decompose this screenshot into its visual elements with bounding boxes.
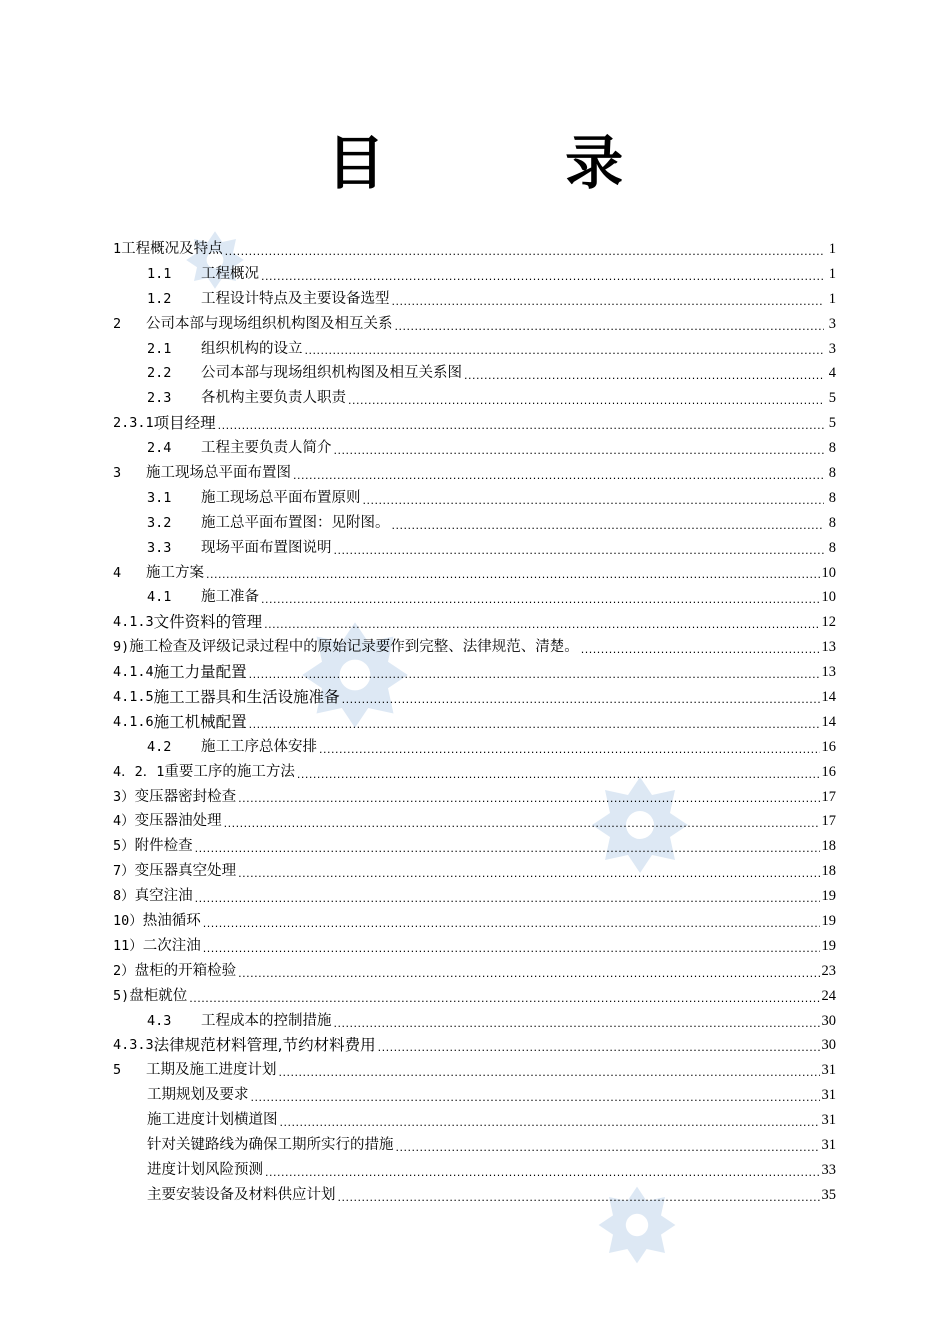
toc-entry-page: 4 — [828, 365, 836, 382]
toc-entry-title: 施工总平面布置图：见附图。 — [201, 514, 390, 531]
toc-dot-leader — [392, 516, 825, 536]
toc-entry[interactable] — [113, 934, 836, 959]
toc-entry-page: 13 — [821, 639, 836, 656]
toc-entry-title: 变压器真空处理 — [134, 863, 237, 880]
toc-entry-number: 4.1.3 — [113, 614, 154, 631]
toc-entry-title: 施工现场总平面布置原则 — [201, 489, 361, 506]
toc-entry-page: 5 — [828, 390, 836, 407]
toc-dot-leader — [395, 317, 825, 337]
toc-dot-leader — [195, 889, 820, 909]
toc-entry-title: 各机构主要负责人职责 — [201, 390, 346, 407]
toc-dot-leader — [348, 391, 824, 411]
toc-entry-page: 16 — [821, 763, 836, 780]
toc-dot-leader — [189, 989, 819, 1009]
toc-dot-leader — [378, 1038, 820, 1058]
toc-dot-leader — [279, 1063, 820, 1083]
toc-entry-title: 公司本部与现场组织机构图及相互关系 — [146, 315, 393, 332]
toc-entry-page: 18 — [821, 863, 836, 880]
toc-entry-page: 31 — [821, 1137, 836, 1154]
toc-entry-page: 19 — [821, 913, 836, 930]
toc-entry-page: 13 — [821, 664, 836, 681]
toc-entry-number: 2.3 — [147, 390, 172, 407]
toc-entry-title: 施工机械配置 — [153, 712, 247, 731]
toc-entry-page: 19 — [821, 888, 836, 905]
toc-entry-page: 24 — [821, 987, 836, 1004]
toc-entry[interactable] — [113, 287, 836, 312]
toc-entry-title: 施工进度计划横道图 — [147, 1112, 278, 1129]
toc-dot-leader — [581, 640, 820, 660]
toc-entry[interactable] — [113, 760, 836, 785]
toc-entry-title: 进度计划风险预测 — [147, 1161, 263, 1178]
toc-entry-title: 工程概况及特点 — [121, 240, 223, 257]
toc-entry[interactable] — [113, 337, 836, 362]
toc-dot-leader — [293, 466, 824, 486]
toc-entry-number: 2.4 — [147, 440, 172, 457]
toc-dot-leader — [334, 1014, 820, 1034]
toc-entry-page: 1 — [828, 265, 836, 282]
toc-entry-page: 1 — [828, 240, 836, 257]
toc-dot-leader — [238, 789, 819, 809]
toc-entry-title: 施工力量配置 — [153, 663, 247, 682]
toc-dot-leader — [203, 914, 820, 934]
toc-entry-title: 现场平面布置图说明 — [201, 539, 332, 556]
toc-entry-title: 工期规划及要求 — [147, 1087, 249, 1104]
toc-entry-page: 35 — [821, 1186, 836, 1203]
toc-entry-title: 施工方案 — [146, 564, 204, 581]
toc-entry[interactable] — [113, 436, 836, 461]
toc-dot-leader — [392, 292, 825, 312]
toc-dot-leader — [338, 1188, 820, 1208]
toc-entry-title: 工程设计特点及主要设备选型 — [201, 290, 390, 307]
toc-entry[interactable] — [113, 635, 836, 660]
toc-entry-page: 8 — [828, 539, 836, 556]
toc-dot-leader — [261, 267, 824, 287]
toc-entry[interactable] — [113, 361, 836, 386]
toc-entry[interactable] — [113, 859, 836, 884]
toc-entry-number: 4 — [113, 564, 122, 581]
toc-entry-page: 3 — [828, 340, 836, 357]
table-of-contents — [113, 237, 836, 1208]
toc-entry[interactable] — [113, 536, 836, 561]
toc-dot-leader — [218, 416, 824, 436]
toc-entry[interactable] — [113, 585, 836, 610]
toc-entry-number: 4.3.3 — [113, 1037, 154, 1054]
toc-entry-page: 3 — [828, 315, 836, 332]
toc-dot-leader — [195, 839, 820, 859]
toc-entry[interactable] — [113, 909, 836, 934]
toc-entry-title: 热油循环 — [142, 913, 201, 930]
toc-entry-page: 31 — [821, 1062, 836, 1079]
toc-entry-title: 工程主要负责人简介 — [201, 440, 332, 457]
toc-dot-leader — [334, 541, 825, 561]
toc-entry[interactable] — [113, 411, 836, 436]
toc-entry[interactable] — [113, 312, 836, 337]
toc-entry[interactable] — [113, 959, 836, 984]
toc-entry-page: 8 — [828, 514, 836, 531]
toc-entry-page: 5 — [828, 415, 836, 432]
toc-dot-leader — [342, 690, 820, 710]
toc-dot-leader — [363, 491, 825, 511]
toc-entry-title: 组织机构的设立 — [201, 340, 303, 357]
toc-entry-number: 3.3 — [147, 539, 172, 556]
toc-entry-number: 2.2 — [147, 365, 172, 382]
toc-entry-number: 4.1 — [147, 589, 172, 606]
toc-entry[interactable] — [113, 834, 836, 859]
toc-entry[interactable] — [113, 1083, 836, 1108]
toc-entry-number: 2 — [113, 315, 122, 332]
toc-entry-title: 重要工序的施工方法 — [164, 763, 295, 780]
toc-dot-leader — [264, 615, 819, 635]
toc-entry[interactable] — [113, 461, 836, 486]
toc-entry-title: 项目经理 — [153, 414, 216, 433]
toc-entry[interactable] — [113, 610, 836, 635]
toc-entry-number: 5） — [113, 838, 135, 855]
toc-entry[interactable] — [113, 1158, 836, 1183]
toc-dot-leader — [305, 341, 825, 361]
toc-entry-number: 7） — [113, 863, 135, 880]
toc-entry-title: 施工检查及评级记录过程中的原始记录要作到完整、法律规范、清楚。 — [129, 639, 579, 656]
toc-entry[interactable] — [113, 511, 836, 536]
toc-entry-number: 4.1.6 — [113, 713, 154, 730]
toc-entry-page: 23 — [821, 962, 836, 979]
toc-entry-title: 施工现场总平面布置图 — [146, 465, 291, 481]
toc-entry[interactable] — [113, 1009, 836, 1034]
toc-entry-number: 3.1 — [147, 489, 172, 506]
toc-entry[interactable] — [113, 561, 836, 586]
toc-entry-title: 施工工器具和生活设施准备 — [153, 688, 340, 707]
toc-entry-page: 17 — [821, 788, 836, 805]
toc-entry-number: 9) — [113, 639, 130, 656]
toc-entry[interactable] — [113, 984, 836, 1009]
toc-entry-title: 变压器密封检查 — [134, 788, 237, 805]
toc-entry[interactable] — [113, 710, 836, 735]
toc-entry[interactable] — [113, 1058, 836, 1083]
toc-entry-number: 8） — [113, 888, 135, 905]
toc-entry-title: 法律规范材料管理,节约材料费用 — [153, 1036, 376, 1055]
toc-entry-number: 5 — [113, 1062, 122, 1079]
toc-dot-leader — [206, 565, 820, 585]
toc-dot-leader — [334, 441, 825, 461]
toc-dot-leader — [297, 765, 820, 785]
toc-entry-page: 18 — [821, 838, 836, 855]
toc-entry-title: 施工准备 — [201, 589, 259, 606]
toc-entry-title: 工期及施工进度计划 — [146, 1062, 277, 1079]
toc-entry[interactable] — [113, 262, 836, 287]
toc-dot-leader — [261, 590, 820, 610]
toc-entry-title: 工程概况 — [201, 265, 259, 282]
toc-entry[interactable] — [113, 809, 836, 834]
toc-entry-number: 2） — [113, 962, 135, 979]
toc-entry[interactable] — [113, 1034, 836, 1059]
toc-entry-page: 10 — [821, 564, 836, 581]
toc-entry-number: 1.1 — [147, 265, 172, 282]
toc-entry-page: 16 — [821, 738, 836, 755]
toc-entry-number: 3） — [113, 788, 135, 805]
toc-entry-page: 10 — [821, 589, 836, 606]
toc-entry-number: 2.3.1 — [113, 415, 154, 432]
toc-entry-title: 二次注油 — [142, 937, 201, 954]
toc-entry-page: 33 — [821, 1161, 836, 1178]
toc-entry-title: 公司本部与现场组织机构图及相互关系图 — [201, 365, 462, 382]
toc-entry-page: 30 — [821, 1012, 836, 1029]
page-title: 目 录 — [326, 129, 704, 197]
toc-entry-page: 30 — [821, 1037, 836, 1054]
toc-entry-title: 盘柜的开箱检验 — [134, 962, 237, 979]
toc-entry-number: 3 — [113, 465, 122, 481]
toc-entry-title: 变压器油处理 — [134, 813, 222, 830]
toc-entry-title: 针对关键路线为确保工期所实行的措施 — [147, 1137, 394, 1154]
toc-entry-number: 10） — [113, 913, 143, 930]
toc-entry-page: 14 — [821, 689, 836, 706]
toc-entry-title: 真空注油 — [134, 888, 193, 905]
toc-dot-leader — [396, 1138, 820, 1158]
toc-dot-leader — [280, 1113, 820, 1133]
toc-entry-number: 4） — [113, 813, 135, 830]
toc-dot-leader — [203, 939, 820, 959]
toc-entry[interactable] — [113, 685, 836, 710]
toc-entry-page: 1 — [828, 290, 836, 307]
toc-dot-leader — [249, 715, 820, 735]
toc-entry-number: 4.3 — [147, 1012, 172, 1029]
toc-entry[interactable] — [113, 884, 836, 909]
toc-entry-number: 3.2 — [147, 514, 172, 531]
toc-entry-page: 19 — [821, 937, 836, 954]
toc-entry[interactable] — [113, 486, 836, 511]
toc-entry[interactable] — [113, 237, 836, 262]
toc-entry-page: 12 — [821, 614, 836, 631]
toc-dot-leader — [319, 740, 820, 760]
toc-entry-title: 工程成本的控制措施 — [201, 1012, 332, 1029]
toc-entry-number: 4.1.5 — [113, 689, 154, 706]
toc-entry-title: 施工工序总体安排 — [201, 738, 317, 755]
toc-entry-number: 4.2 — [147, 738, 172, 755]
toc-dot-leader — [464, 366, 824, 386]
toc-entry-page: 31 — [821, 1087, 836, 1104]
toc-entry[interactable] — [113, 386, 836, 411]
toc-entry-page: 8 — [828, 489, 836, 506]
toc-entry[interactable] — [113, 785, 836, 810]
toc-entry[interactable] — [113, 1133, 836, 1158]
toc-entry[interactable] — [113, 1108, 836, 1133]
toc-entry[interactable] — [113, 1183, 836, 1208]
toc-entry-page: 17 — [821, 813, 836, 830]
toc-dot-leader — [224, 814, 820, 834]
toc-dot-leader — [225, 242, 824, 262]
toc-dot-leader — [238, 864, 819, 884]
toc-entry-number: 2.1 — [147, 340, 172, 357]
toc-entry[interactable] — [113, 735, 836, 760]
toc-entry-title: 附件检查 — [134, 838, 193, 855]
toc-entry-page: 14 — [821, 713, 836, 730]
toc-dot-leader — [251, 1088, 820, 1108]
toc-dot-leader — [249, 665, 820, 685]
toc-entry-page: 8 — [828, 440, 836, 457]
toc-entry-number: 11） — [113, 937, 143, 954]
toc-dot-leader — [238, 964, 819, 984]
toc-entry-number: 1 — [113, 240, 122, 257]
toc-entry[interactable] — [113, 660, 836, 685]
toc-entry-number: 1.2 — [147, 290, 172, 307]
toc-entry-number: 5) — [113, 987, 130, 1004]
toc-dot-leader — [265, 1163, 820, 1183]
toc-entry-page: 31 — [821, 1112, 836, 1129]
toc-entry-title: 盘柜就位 — [129, 987, 188, 1004]
toc-entry-number: 4．2．1 — [113, 763, 165, 780]
toc-entry-page: 8 — [828, 465, 836, 481]
toc-entry-title: 主要安装设备及材料供应计划 — [147, 1186, 336, 1203]
toc-entry-title: 文件资料的管理 — [153, 613, 263, 632]
toc-entry-number: 4.1.4 — [113, 664, 154, 681]
